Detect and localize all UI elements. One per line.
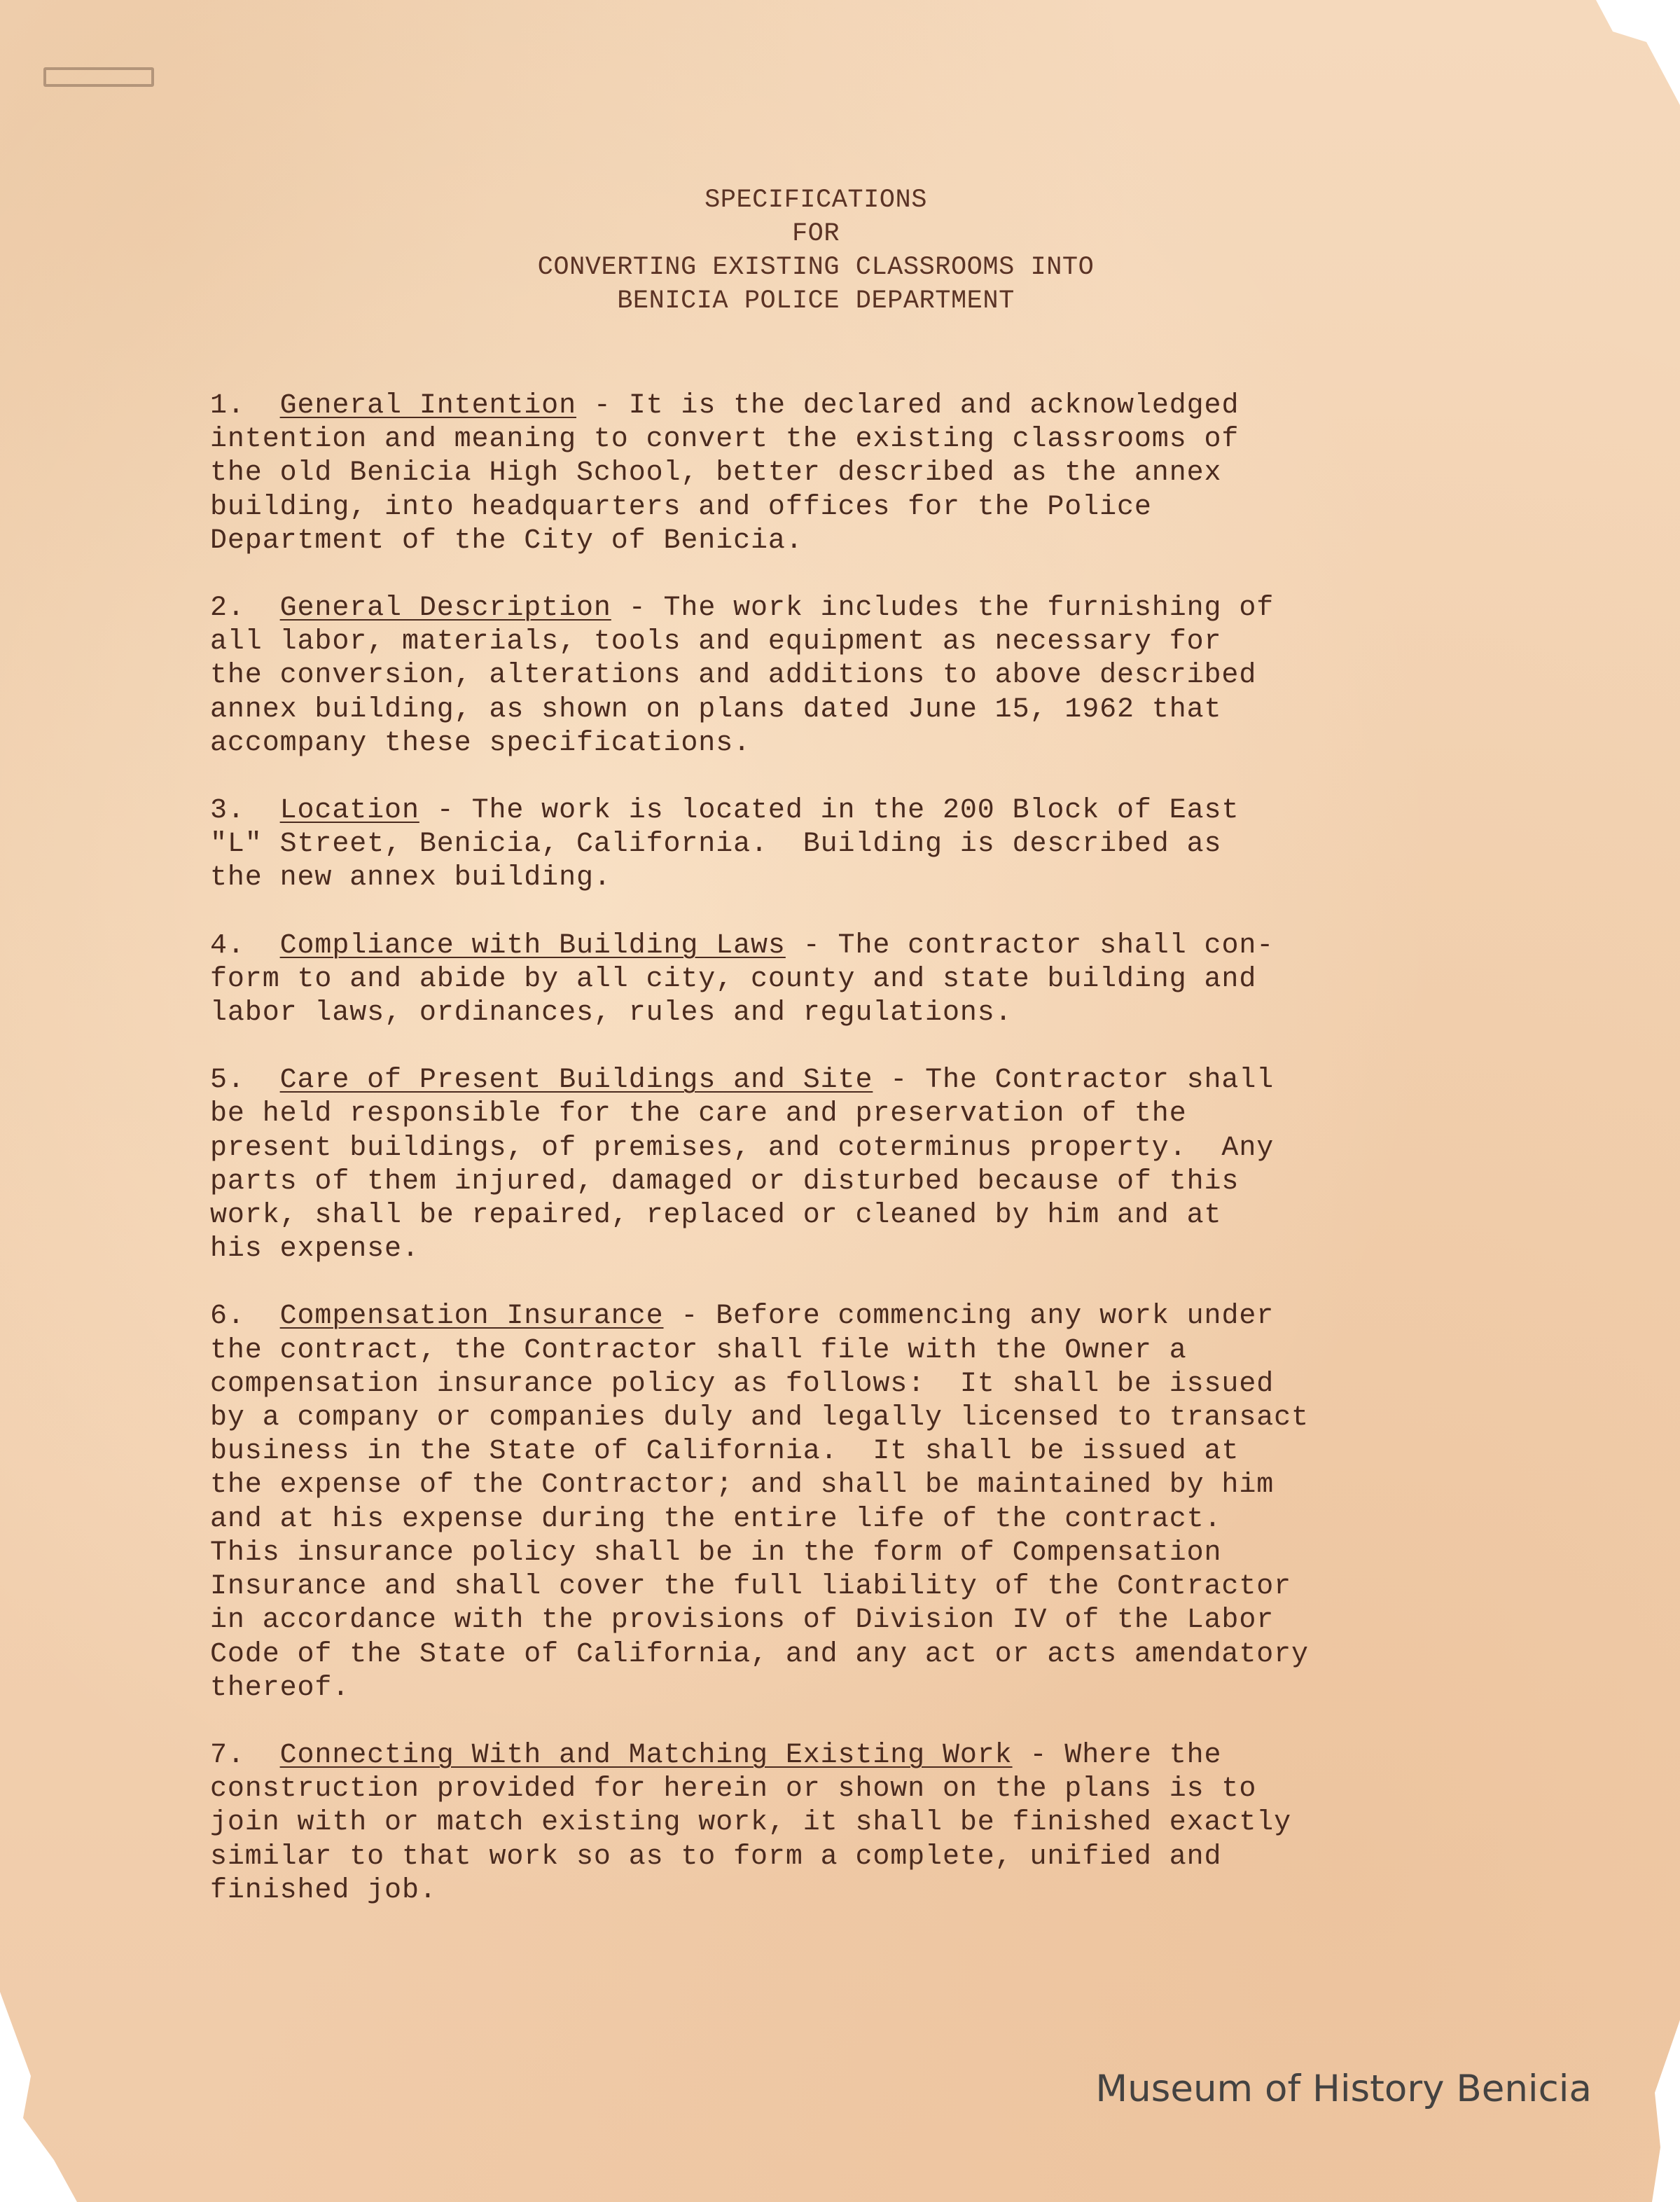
section-heading: General Intention: [279, 390, 576, 422]
section-first-line-text: - It is the declared and acknowledged: [576, 390, 1240, 422]
section-line: by a company or companies duly and legally licensed to transact: [210, 1402, 1309, 1434]
section-heading: Location: [279, 795, 419, 827]
section-line: annex building, as shown on plans dated June 15, 1962 that: [210, 693, 1222, 726]
section-line: accompany these specifications.: [210, 727, 751, 759]
torn-corner-bottom-left: [0, 1992, 77, 2202]
section-number-gap: [245, 390, 280, 422]
specification-sections: [210, 389, 1485, 1941]
torn-corner-top-right: [1596, 0, 1680, 105]
title-line: BENICIA POLICE DEPARTMENT: [617, 286, 1015, 316]
section-line: form to and abide by all city, county and state building and: [210, 963, 1257, 995]
section-number-gap: [245, 1065, 280, 1096]
section-first-line: [210, 794, 1485, 828]
section-line: compensation insurance policy as follows: It shall be issued: [210, 1368, 1275, 1400]
title-line: CONVERTING EXISTING CLASSROOMS INTO: [537, 253, 1095, 282]
section-first-line-text: - The Contractor shall: [873, 1065, 1275, 1097]
title-line: SPECIFICATIONS: [704, 186, 927, 215]
section-number: 6.: [210, 1301, 245, 1333]
section-line: the old Benicia High School, better described as the annex: [210, 457, 1222, 490]
section-heading: Care of Present Buildings and Site: [279, 1065, 873, 1097]
section-number: 2.: [210, 593, 245, 625]
section-line: Department of the City of Benicia.: [210, 525, 803, 557]
section-first-line: [210, 1064, 1485, 1097]
section-number: 4.: [210, 929, 245, 962]
section-paragraph: [210, 389, 1485, 558]
section-number: 3.: [210, 795, 245, 827]
section-first-line-text: - The contractor shall con-: [785, 929, 1275, 962]
section-paragraph: [210, 1739, 1485, 1908]
section-line: be held responsible for the care and preservation of the: [210, 1098, 1187, 1130]
torn-edge-bottom-right: [1652, 2020, 1680, 2202]
section-line: the conversion, alterations and additions to above described: [210, 660, 1257, 692]
document-title: [0, 184, 1632, 318]
section-paragraph: [210, 1064, 1485, 1266]
section-paragraph: [210, 794, 1485, 896]
section-paragraph: [210, 1300, 1485, 1705]
section-line: and at his expense during the entire life of the contract.: [210, 1503, 1222, 1535]
section-line: labor laws, ordinances, rules and regulations.: [210, 997, 1013, 1030]
section-line: his expense.: [210, 1233, 419, 1266]
section-first-line: [210, 1739, 1485, 1773]
section-heading: Compliance with Building Laws: [279, 929, 786, 962]
section-first-line: [210, 592, 1485, 625]
section-line: business in the State of California. It shall be issued at: [210, 1436, 1240, 1468]
section-line: the new annex building.: [210, 862, 611, 894]
section-paragraph: [210, 592, 1485, 761]
section-first-line-text: - The work is located in the 200 Block of East: [419, 795, 1240, 827]
section-line: parts of them injured, damaged or disturbed because of this: [210, 1165, 1240, 1198]
section-line: the contract, the Contractor shall file with the Owner a: [210, 1334, 1187, 1366]
section-first-line: [210, 929, 1485, 963]
section-line: the expense of the Contractor; and shall be maintained by him: [210, 1469, 1275, 1502]
section-line: similar to that work so as to form a complete, unified and: [210, 1841, 1222, 1873]
section-line: present buildings, of premises, and coterminus property. Any: [210, 1132, 1275, 1164]
title-line: FOR: [791, 219, 840, 249]
section-number: 5.: [210, 1065, 245, 1097]
museum-watermark: Museum of History Benicia: [1095, 2068, 1592, 2110]
section-first-line: [210, 1300, 1485, 1334]
section-number-gap: [245, 1301, 280, 1332]
section-line: finished job.: [210, 1874, 437, 1906]
section-line: Insurance and shall cover the full liability of the Contractor: [210, 1571, 1292, 1603]
section-first-line-text: - The work includes the furnishing of: [611, 593, 1275, 625]
section-number-gap: [245, 930, 280, 962]
section-first-line-text: - Where the: [1012, 1739, 1222, 1771]
section-number: 7.: [210, 1739, 245, 1771]
section-line: This insurance policy shall be in the form of Compensation: [210, 1537, 1222, 1569]
section-line: intention and meaning to convert the existing classrooms of: [210, 424, 1240, 456]
section-heading: Connecting With and Matching Existing Work: [279, 1739, 1013, 1771]
section-line: construction provided for herein or shown on the plans is to: [210, 1773, 1257, 1806]
section-line: Code of the State of California, and any act or acts amendatory: [210, 1638, 1309, 1670]
section-number-gap: [245, 795, 280, 826]
section-number-gap: [245, 1740, 280, 1771]
section-line: work, shall be repaired, replaced or cleaned by him and at: [210, 1200, 1222, 1232]
section-line: all labor, materials, tools and equipment as necessary for: [210, 626, 1222, 658]
section-line: building, into headquarters and offices for the Police: [210, 491, 1152, 523]
section-heading: General Description: [279, 593, 611, 625]
section-heading: Compensation Insurance: [279, 1301, 664, 1333]
section-line: thereof.: [210, 1672, 350, 1704]
section-first-line-text: - Before commencing any work under: [663, 1301, 1275, 1333]
section-line: join with or match existing work, it shall be finished exactly: [210, 1807, 1292, 1839]
section-number: 1.: [210, 390, 245, 422]
section-line: in accordance with the provisions of Division IV of the Labor: [210, 1605, 1275, 1637]
section-line: "L" Street, Benicia, California. Building is described as: [210, 829, 1222, 861]
section-first-line: [210, 389, 1485, 423]
section-paragraph: [210, 929, 1485, 1031]
section-number-gap: [245, 593, 280, 624]
staple-mark: [43, 67, 154, 87]
